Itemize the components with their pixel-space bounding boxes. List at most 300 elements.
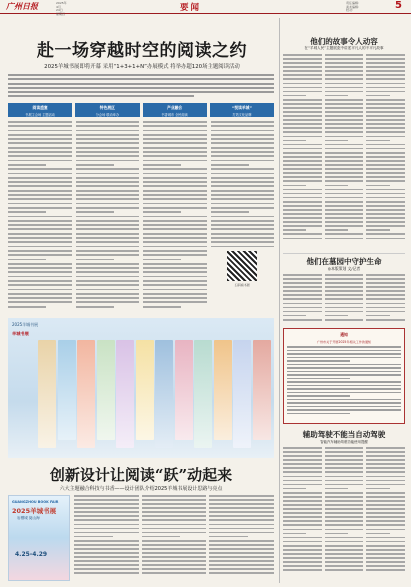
text-line bbox=[76, 220, 140, 222]
text-line bbox=[76, 259, 114, 261]
text-line bbox=[76, 233, 140, 235]
text-line bbox=[283, 488, 306, 490]
date-line: 4月 bbox=[56, 4, 61, 9]
text-line bbox=[325, 488, 348, 490]
text-line bbox=[325, 123, 364, 125]
text-line bbox=[325, 209, 364, 211]
right-subheadline-2: ◎本版策划 文/记者 bbox=[327, 266, 361, 271]
text-line bbox=[366, 524, 405, 526]
text-line bbox=[287, 364, 401, 366]
text-line bbox=[283, 463, 322, 465]
text-column bbox=[283, 447, 322, 581]
text-line bbox=[209, 515, 274, 517]
text-line bbox=[366, 172, 405, 174]
text-line bbox=[76, 130, 140, 132]
text-line bbox=[76, 228, 140, 230]
text-line bbox=[76, 250, 140, 252]
text-line bbox=[283, 504, 322, 506]
text-line bbox=[8, 259, 46, 261]
text-line bbox=[283, 294, 322, 296]
text-line bbox=[143, 297, 207, 299]
second-subheadline: 六大主题融合科技与书香——设计团队介绍2025羊城书展设计思路与亮点 bbox=[59, 486, 223, 492]
text-line bbox=[283, 319, 322, 321]
text-line bbox=[283, 119, 322, 121]
text-line bbox=[211, 164, 249, 166]
main-headline[interactable]: 赴一场穿越时空的阅读之约 bbox=[37, 41, 247, 61]
text-line bbox=[211, 194, 275, 196]
text-line bbox=[366, 119, 405, 121]
text-line bbox=[8, 207, 72, 209]
text-line bbox=[143, 185, 207, 187]
text-line bbox=[142, 552, 207, 554]
text-column bbox=[74, 495, 139, 583]
notice-box bbox=[283, 328, 405, 424]
text-line bbox=[143, 263, 207, 265]
text-line bbox=[283, 140, 306, 142]
book-cover bbox=[116, 340, 134, 448]
text-column bbox=[143, 121, 207, 311]
text-line bbox=[325, 516, 364, 518]
text-line bbox=[325, 152, 364, 154]
text-line bbox=[366, 463, 405, 465]
text-line bbox=[325, 533, 348, 535]
text-line bbox=[142, 515, 207, 517]
text-line bbox=[8, 246, 72, 248]
text-line bbox=[209, 499, 274, 501]
text-line bbox=[143, 125, 207, 127]
right-headline-2[interactable]: 他们在墓园中守护生命 bbox=[306, 257, 382, 266]
text-line bbox=[325, 95, 348, 97]
text-line bbox=[325, 213, 364, 215]
text-line bbox=[283, 95, 306, 97]
text-line bbox=[76, 237, 140, 239]
text-line bbox=[142, 507, 207, 509]
main-subheadline: 2025羊城书展即将开幕 采用“1+3+1+N”办展模式 将举办超120场主题阅读活动 bbox=[44, 64, 240, 70]
text-line bbox=[287, 381, 401, 383]
text-line bbox=[283, 529, 322, 531]
text-line bbox=[287, 357, 401, 359]
text-line bbox=[283, 492, 322, 494]
text-line bbox=[76, 181, 140, 183]
text-line bbox=[366, 516, 405, 518]
text-line bbox=[325, 500, 364, 502]
text-line bbox=[211, 130, 275, 132]
text-line bbox=[366, 508, 405, 510]
text-line bbox=[366, 492, 405, 494]
text-line bbox=[325, 111, 364, 113]
feature-box-sub: 分会场 联动举办 bbox=[95, 113, 120, 117]
date-line: 24日 bbox=[56, 8, 63, 12]
text-line bbox=[325, 307, 364, 309]
text-line bbox=[366, 447, 405, 449]
qr-code[interactable] bbox=[227, 251, 257, 281]
text-line bbox=[8, 130, 72, 132]
text-line bbox=[366, 504, 405, 506]
text-line bbox=[211, 185, 275, 187]
text-line bbox=[143, 211, 181, 213]
text-line bbox=[211, 211, 249, 213]
text-line bbox=[325, 471, 364, 473]
text-line bbox=[366, 561, 405, 563]
text-column bbox=[283, 54, 322, 252]
text-line bbox=[325, 520, 364, 522]
text-line bbox=[74, 572, 139, 574]
text-line bbox=[366, 541, 405, 543]
text-column bbox=[209, 495, 274, 583]
text-line bbox=[8, 233, 72, 235]
second-headline[interactable]: 创新设计让阅读“跃”动起来 bbox=[49, 466, 233, 484]
text-line bbox=[325, 529, 364, 531]
text-line bbox=[209, 495, 274, 497]
text-line bbox=[283, 87, 322, 89]
text-line bbox=[325, 131, 364, 133]
text-line bbox=[283, 315, 306, 317]
text-line bbox=[366, 545, 405, 547]
text-line bbox=[325, 58, 364, 60]
text-line bbox=[283, 225, 322, 227]
text-line bbox=[8, 306, 46, 308]
text-line bbox=[283, 520, 322, 522]
text-line bbox=[211, 241, 275, 243]
right-headline-1[interactable]: 他们的故事令人动容 bbox=[310, 37, 378, 46]
text-line bbox=[287, 395, 350, 397]
text-line bbox=[143, 280, 207, 282]
text-line bbox=[366, 209, 405, 211]
text-line bbox=[366, 160, 405, 162]
page-number: 5 bbox=[395, 0, 402, 11]
text-line bbox=[366, 54, 405, 56]
notice-heading: 通知 bbox=[340, 332, 348, 337]
text-line bbox=[283, 533, 306, 535]
text-line bbox=[366, 168, 405, 170]
date-line: 星期四 bbox=[56, 11, 66, 16]
text-line bbox=[325, 140, 348, 142]
text-line bbox=[209, 564, 274, 566]
text-line bbox=[283, 54, 322, 56]
text-line bbox=[209, 524, 274, 526]
text-line bbox=[76, 289, 140, 291]
text-line bbox=[325, 91, 364, 93]
text-line bbox=[76, 185, 140, 187]
text-line bbox=[142, 560, 207, 562]
text-line bbox=[325, 549, 364, 551]
text-line bbox=[366, 557, 405, 559]
text-line bbox=[8, 228, 72, 230]
text-line bbox=[283, 78, 322, 80]
text-line bbox=[8, 138, 72, 140]
text-line bbox=[142, 548, 207, 550]
text-line bbox=[366, 233, 405, 235]
text-line bbox=[211, 151, 275, 153]
text-line bbox=[283, 233, 322, 235]
text-line bbox=[325, 127, 364, 129]
text-line bbox=[325, 274, 364, 276]
text-line bbox=[143, 246, 207, 248]
text-line bbox=[143, 293, 207, 295]
text-line bbox=[366, 83, 405, 85]
text-line bbox=[325, 176, 364, 178]
text-line bbox=[8, 271, 72, 273]
text-line bbox=[143, 147, 207, 149]
text-line bbox=[366, 197, 405, 199]
text-line bbox=[325, 282, 364, 284]
text-line bbox=[143, 155, 207, 157]
book-cover bbox=[214, 340, 232, 440]
text-line bbox=[76, 267, 140, 269]
text-line bbox=[74, 532, 139, 534]
text-line bbox=[143, 289, 207, 291]
text-line bbox=[8, 147, 72, 149]
text-line bbox=[74, 511, 139, 513]
text-line bbox=[211, 181, 275, 183]
text-line bbox=[8, 276, 72, 278]
text-line bbox=[366, 131, 405, 133]
text-line bbox=[283, 136, 322, 138]
text-line bbox=[325, 119, 364, 121]
text-line bbox=[8, 284, 72, 286]
text-line bbox=[366, 176, 405, 178]
text-line bbox=[143, 220, 207, 222]
right-article-3-body bbox=[283, 447, 405, 581]
text-line bbox=[366, 319, 405, 321]
text-line bbox=[366, 533, 389, 535]
text-line bbox=[325, 201, 364, 203]
text-line bbox=[143, 301, 207, 303]
text-line bbox=[283, 480, 322, 482]
book-cover bbox=[136, 340, 154, 440]
text-line bbox=[366, 480, 405, 482]
text-line bbox=[283, 103, 322, 105]
text-line bbox=[283, 217, 322, 219]
text-column bbox=[283, 274, 322, 326]
text-line bbox=[283, 176, 322, 178]
text-line bbox=[283, 303, 322, 305]
text-line bbox=[366, 213, 405, 215]
text-line bbox=[76, 121, 140, 123]
text-line bbox=[325, 107, 364, 109]
text-line bbox=[283, 91, 322, 93]
text-line bbox=[211, 216, 275, 218]
text-line bbox=[325, 221, 364, 223]
text-line bbox=[366, 278, 405, 280]
text-line bbox=[76, 160, 140, 162]
text-line bbox=[325, 144, 364, 146]
text-line bbox=[287, 402, 401, 404]
text-line bbox=[209, 540, 274, 542]
text-line bbox=[283, 459, 322, 461]
text-line bbox=[143, 267, 207, 269]
text-line bbox=[209, 548, 274, 550]
text-line bbox=[76, 263, 140, 265]
text-line bbox=[325, 451, 364, 453]
book-cover bbox=[194, 340, 212, 448]
text-line bbox=[74, 503, 139, 505]
text-line bbox=[366, 500, 405, 502]
text-line bbox=[366, 512, 405, 514]
feature-box bbox=[8, 103, 72, 117]
text-line bbox=[283, 164, 322, 166]
text-line bbox=[366, 529, 405, 531]
text-line bbox=[76, 246, 140, 248]
text-line bbox=[8, 220, 72, 222]
text-line bbox=[211, 246, 275, 248]
text-line bbox=[325, 290, 364, 292]
text-line bbox=[283, 70, 322, 72]
text-line bbox=[366, 58, 405, 60]
text-line bbox=[366, 87, 405, 89]
text-line bbox=[209, 568, 274, 570]
text-line bbox=[366, 565, 405, 567]
text-column bbox=[76, 121, 140, 311]
text-line bbox=[211, 190, 275, 192]
text-line bbox=[366, 66, 405, 68]
text-line bbox=[209, 544, 274, 546]
text-line bbox=[283, 221, 322, 223]
text-line bbox=[211, 228, 275, 230]
notice-subheading: 广州市关于开展2025年相关工作的通知 bbox=[316, 340, 372, 344]
text-line bbox=[283, 471, 322, 473]
text-line bbox=[325, 278, 364, 280]
text-line bbox=[287, 388, 401, 390]
text-line bbox=[76, 293, 140, 295]
text-line bbox=[283, 180, 322, 182]
right-article-2-body bbox=[283, 274, 405, 326]
text-line bbox=[211, 155, 275, 157]
text-line bbox=[283, 156, 322, 158]
text-line bbox=[283, 127, 322, 129]
text-line bbox=[366, 140, 389, 142]
text-line bbox=[287, 350, 401, 352]
text-line bbox=[366, 217, 405, 219]
text-line bbox=[8, 173, 72, 175]
text-line bbox=[8, 121, 72, 123]
text-line bbox=[143, 237, 207, 239]
text-line bbox=[287, 360, 350, 362]
text-line bbox=[211, 198, 275, 200]
text-line bbox=[76, 194, 140, 196]
text-line bbox=[283, 83, 322, 85]
text-line bbox=[8, 280, 72, 282]
text-line bbox=[143, 224, 207, 226]
text-line bbox=[143, 271, 207, 273]
text-line bbox=[143, 130, 207, 132]
text-line bbox=[325, 463, 364, 465]
text-line bbox=[325, 172, 364, 174]
text-line bbox=[366, 221, 405, 223]
text-line bbox=[76, 147, 140, 149]
text-line bbox=[8, 237, 72, 239]
text-line bbox=[8, 254, 72, 256]
right-headline-3[interactable]: 辅助驾驶不能当自动驾驶 bbox=[302, 430, 386, 439]
text-line bbox=[325, 484, 364, 486]
text-line bbox=[366, 471, 405, 473]
text-line bbox=[366, 467, 405, 469]
text-line bbox=[143, 250, 207, 252]
text-line bbox=[287, 392, 401, 394]
text-line bbox=[366, 78, 405, 80]
text-line bbox=[283, 160, 322, 162]
text-line bbox=[211, 203, 275, 205]
text-line bbox=[366, 315, 389, 317]
text-line bbox=[143, 207, 207, 209]
text-line bbox=[142, 532, 207, 534]
text-line bbox=[283, 447, 322, 449]
text-line bbox=[283, 451, 322, 453]
text-line bbox=[366, 189, 405, 191]
page-header bbox=[0, 0, 411, 14]
text-line bbox=[283, 74, 322, 76]
text-line bbox=[8, 177, 72, 179]
text-line bbox=[325, 205, 364, 207]
text-line bbox=[325, 298, 364, 300]
text-line bbox=[366, 205, 405, 207]
book-cover bbox=[233, 340, 251, 448]
text-line bbox=[283, 107, 322, 109]
text-line bbox=[283, 496, 322, 498]
text-line bbox=[209, 560, 274, 562]
text-line bbox=[211, 134, 275, 136]
text-column bbox=[8, 121, 72, 311]
text-line bbox=[287, 409, 401, 411]
text-line bbox=[325, 197, 364, 199]
text-line bbox=[287, 378, 350, 380]
text-line bbox=[76, 151, 140, 153]
text-line bbox=[325, 83, 364, 85]
feature-box bbox=[143, 103, 207, 117]
text-line bbox=[142, 568, 207, 570]
text-line bbox=[283, 115, 322, 117]
text-line bbox=[76, 125, 140, 127]
text-line bbox=[366, 569, 405, 571]
text-line bbox=[283, 193, 322, 195]
text-line bbox=[283, 476, 322, 478]
text-line bbox=[366, 103, 405, 105]
text-line bbox=[287, 346, 401, 348]
text-line bbox=[211, 207, 275, 209]
poster-dates: 4.25-4.29 bbox=[15, 551, 48, 558]
text-line bbox=[143, 194, 207, 196]
text-line bbox=[325, 62, 364, 64]
text-line bbox=[143, 181, 207, 183]
poster-en-title: GUANGZHOU BOOK FAIR bbox=[12, 500, 59, 504]
text-line bbox=[325, 286, 364, 288]
text-line bbox=[142, 540, 207, 542]
text-line bbox=[142, 519, 207, 521]
text-line bbox=[76, 306, 114, 308]
text-line bbox=[366, 484, 405, 486]
text-line bbox=[76, 155, 140, 157]
text-line bbox=[366, 74, 405, 76]
text-line bbox=[287, 367, 401, 369]
text-line bbox=[8, 250, 72, 252]
article-body bbox=[8, 121, 274, 311]
text-line bbox=[325, 504, 364, 506]
text-line bbox=[325, 180, 364, 182]
text-line bbox=[325, 238, 364, 240]
text-line bbox=[283, 569, 322, 571]
text-line bbox=[143, 198, 207, 200]
qr-caption: 扫码看书展 bbox=[234, 283, 250, 288]
text-line bbox=[366, 136, 405, 138]
text-line bbox=[8, 125, 72, 127]
text-line bbox=[325, 87, 364, 89]
text-line bbox=[76, 297, 140, 299]
text-line bbox=[283, 282, 322, 284]
text-line bbox=[143, 134, 207, 136]
text-line bbox=[8, 289, 72, 291]
date-line: 2025年 bbox=[56, 1, 67, 5]
text-line bbox=[325, 66, 364, 68]
